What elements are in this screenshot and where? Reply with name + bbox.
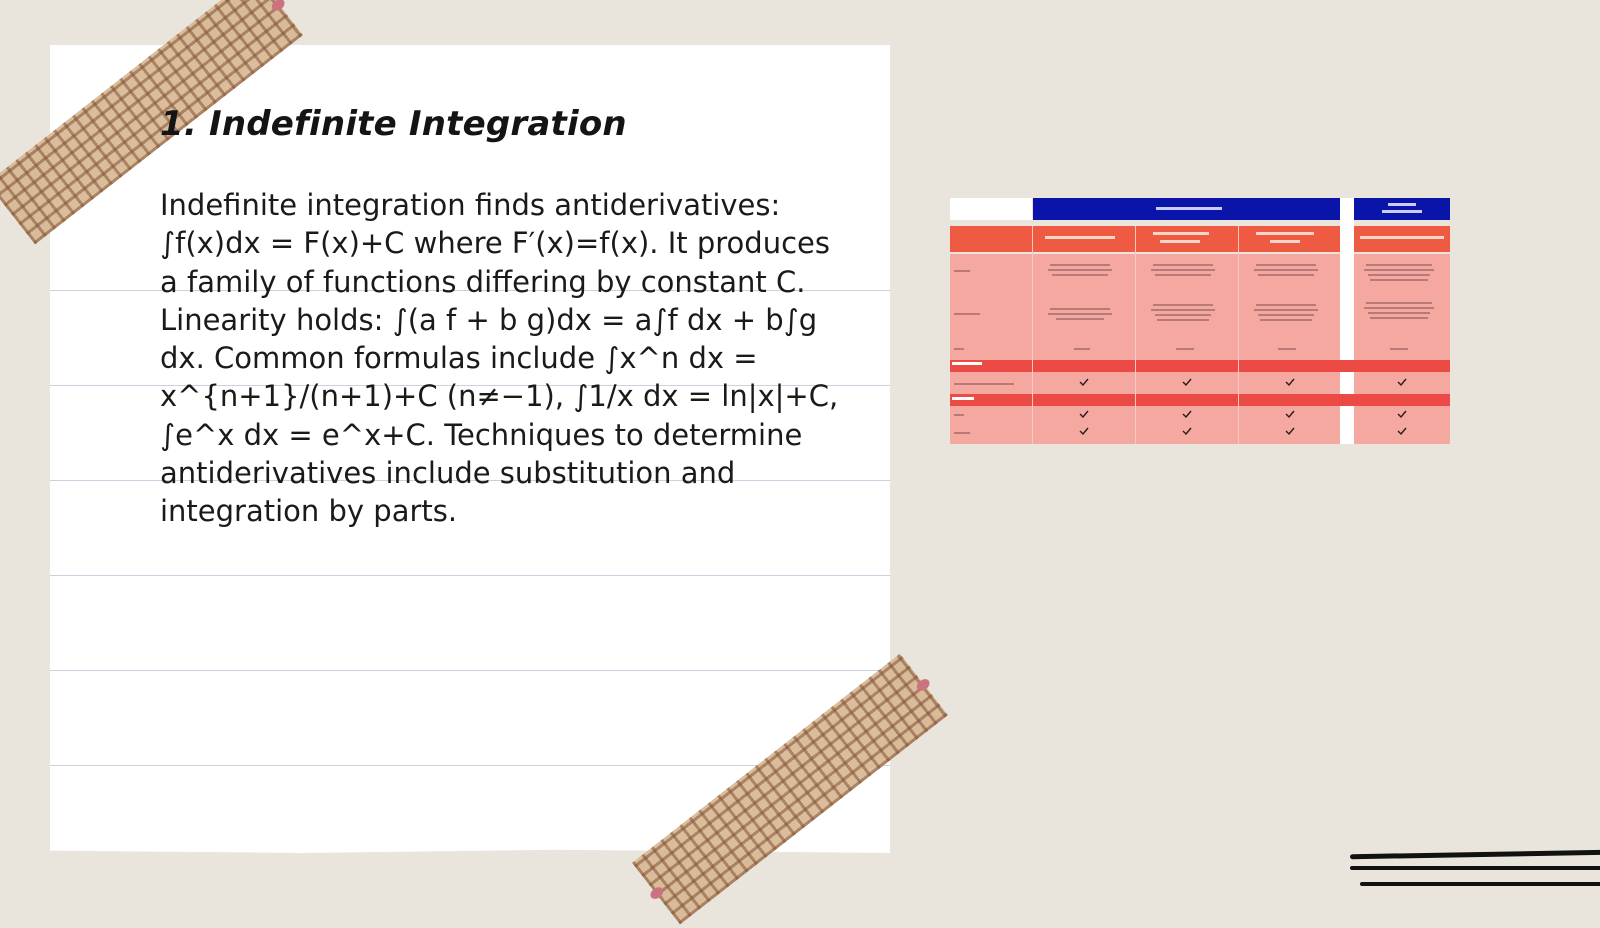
table-checkmarks (950, 198, 1450, 444)
slide-title: 1. Indefinite Integration (160, 104, 627, 144)
decorative-brush-stroke (1350, 850, 1600, 860)
slide-body-text: Indefinite integration finds antiderivatives: ∫f(x)dx = F(x)+C where F′(x)=f(x). It produces a family of functions differing by constant C. Linearity holds: ∫(a f + b g)dx = a∫f dx + b∫g dx. Common formulas include ∫x^n dx = x^{n+1}/(n+1)+C (n≠−1), ∫1/x dx = ln|x|+C, ∫e^x dx = e^x+C. Techniques to determine antiderivatives include substitution and integration by parts. (160, 188, 839, 529)
paper-rule-line (50, 670, 890, 671)
paper-rule-line (50, 575, 890, 576)
decorative-brush-stroke (1350, 866, 1600, 870)
decorative-brush-stroke (1360, 882, 1600, 886)
tape-end-icon (648, 885, 665, 901)
comparison-table-image (950, 198, 1450, 444)
tape-end-icon (270, 0, 287, 13)
tape-end-icon (915, 677, 932, 693)
